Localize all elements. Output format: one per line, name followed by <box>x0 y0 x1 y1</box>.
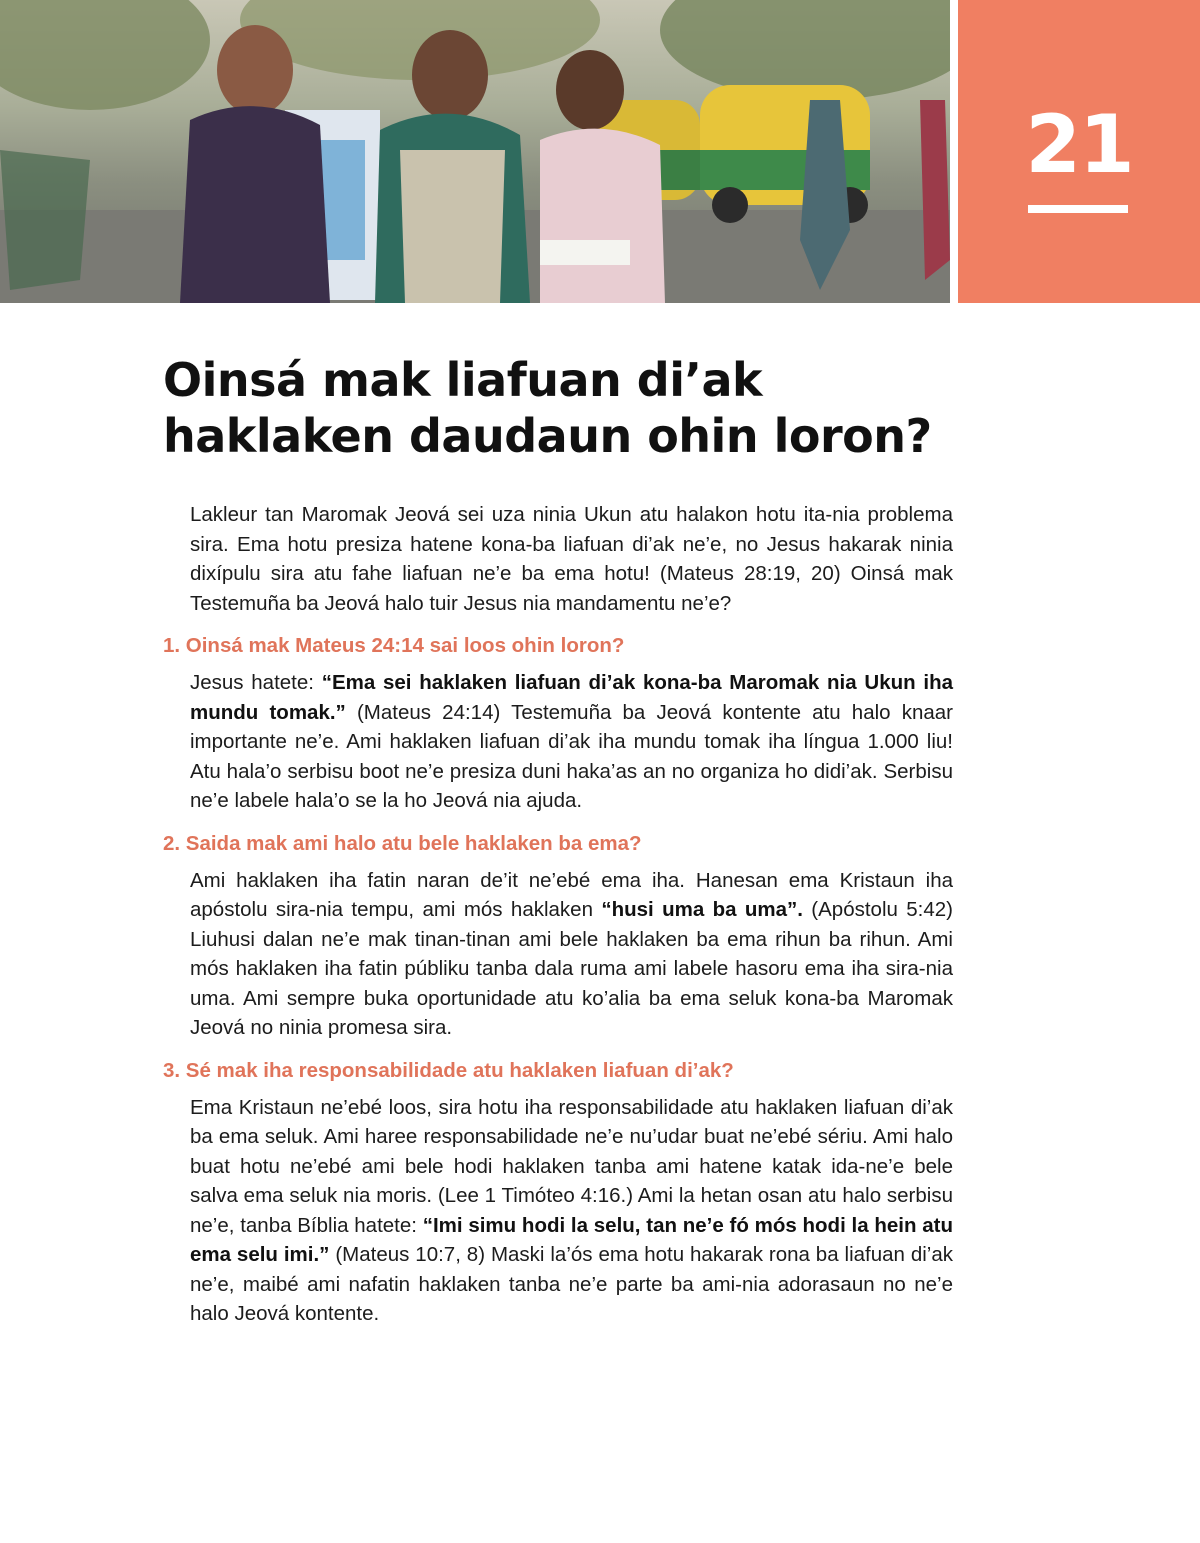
lesson-underline <box>1028 205 1128 213</box>
question-2: 2. Saida mak ami halo atu bele haklaken ba ema? <box>163 831 642 855</box>
answer-3 <box>190 1093 953 1329</box>
street-scene-illustration <box>0 0 950 303</box>
question-1: 1. Oinsá mak Mateus 24:14 sai loos ohin loron? <box>163 634 625 657</box>
lesson-number: 21 <box>1025 98 1133 191</box>
question-3: 3. Sé mak iha responsabilidade atu haklaken liafuan di’ak? <box>163 1058 734 1082</box>
lesson-content <box>163 500 963 1329</box>
answer-1-quote: “Ema sei haklaken liafuan di’ak kona-ba Maromak nia Ukun iha mundu tomak.” <box>190 671 953 724</box>
answer-1-text-a: Jesus hatete: <box>190 671 322 694</box>
answer-1 <box>190 668 953 816</box>
answer-2-text-b: (Apóstolu 5:42) Liuhusi dalan ne’e mak tinan-tinan ami bele haklaken ba ema rihun ba rihun. Ami mós haklaken iha fatin públiku tanba dala ruma ami labele hasoru ema iha sira-nia uma. Ami sempre buka oportunidade atu ko’alia ba ema seluk kona-ba Maromak Jeová no ninia promesa sira. <box>190 898 953 1039</box>
page-title: Oinsá mak liafuan di’ak haklaken daudaun ohin loron? <box>163 353 932 463</box>
lesson-number-box <box>958 0 1200 303</box>
answer-2-text-a: Ami haklaken iha fatin naran de’it ne’ebé ema iha. Hanesan ema Kristaun iha apóstolu sira-nia tempu, ami mós haklaken <box>190 868 953 921</box>
answer-3-quote: “Imi simu hodi la selu, tan ne’e fó mós hodi la hein atu ema selu imi.” <box>190 1213 953 1266</box>
answer-3-text-a: Ema Kristaun ne’ebé loos, sira hotu iha responsabilidade atu haklaken liafuan di’ak ba ema seluk. Ami haree responsabilidade ne’e nu’udar buat ne’ebé sériu. Ami halo buat hotu ne’ebé ami bele hodi haklaken tanba ami hatene katak ida-ne’e bele salva ema seluk nia moris. (Lee 1 Timóteo 4:16.) Ami la hetan osan atu halo serbisu ne’e, tanba Bíblia hatete: <box>190 1095 953 1237</box>
answer-2-quote: “husi uma ba uma”. <box>601 898 803 921</box>
answer-3-text-b: (Mateus 10:7, 8) Maski la’ós ema hotu hakarak rona ba liafuan di’ak ne’e, maibé ami nafatin haklaken tanba ne’e parte ba ami-nia adorasaun no ne’e halo Jeová kontente. <box>190 1243 953 1325</box>
header-photo <box>0 0 950 303</box>
intro-paragraph: Lakleur tan Maromak Jeová sei uza ninia Ukun atu halakon hotu ita-nia problema sira. Ema hotu presiza hatene kona-ba liafuan di’ak ne’e, no Jesus hakarak ninia dixípulu sira atu fahe liafuan ne’e ba ema hotu! (Mateus 28:19, 20) Oinsá mak Testemuña ba Jeová halo tuir Jesus nia mandamentu ne’e? <box>190 503 953 615</box>
answer-1-text-b: (Mateus 24:14) Testemuña ba Jeová kontente atu halo knaar importante ne’e. Ami haklaken liafuan di’ak iha mundu tomak iha língua 1.000 liu! Atu hala’o serbisu boot ne’e presiza duni haka’as an no organiza ho didi’ak. Serbisu ne’e labele hala’o se la ho Jeová nia ajuda. <box>190 700 953 812</box>
answer-2 <box>190 866 953 1043</box>
